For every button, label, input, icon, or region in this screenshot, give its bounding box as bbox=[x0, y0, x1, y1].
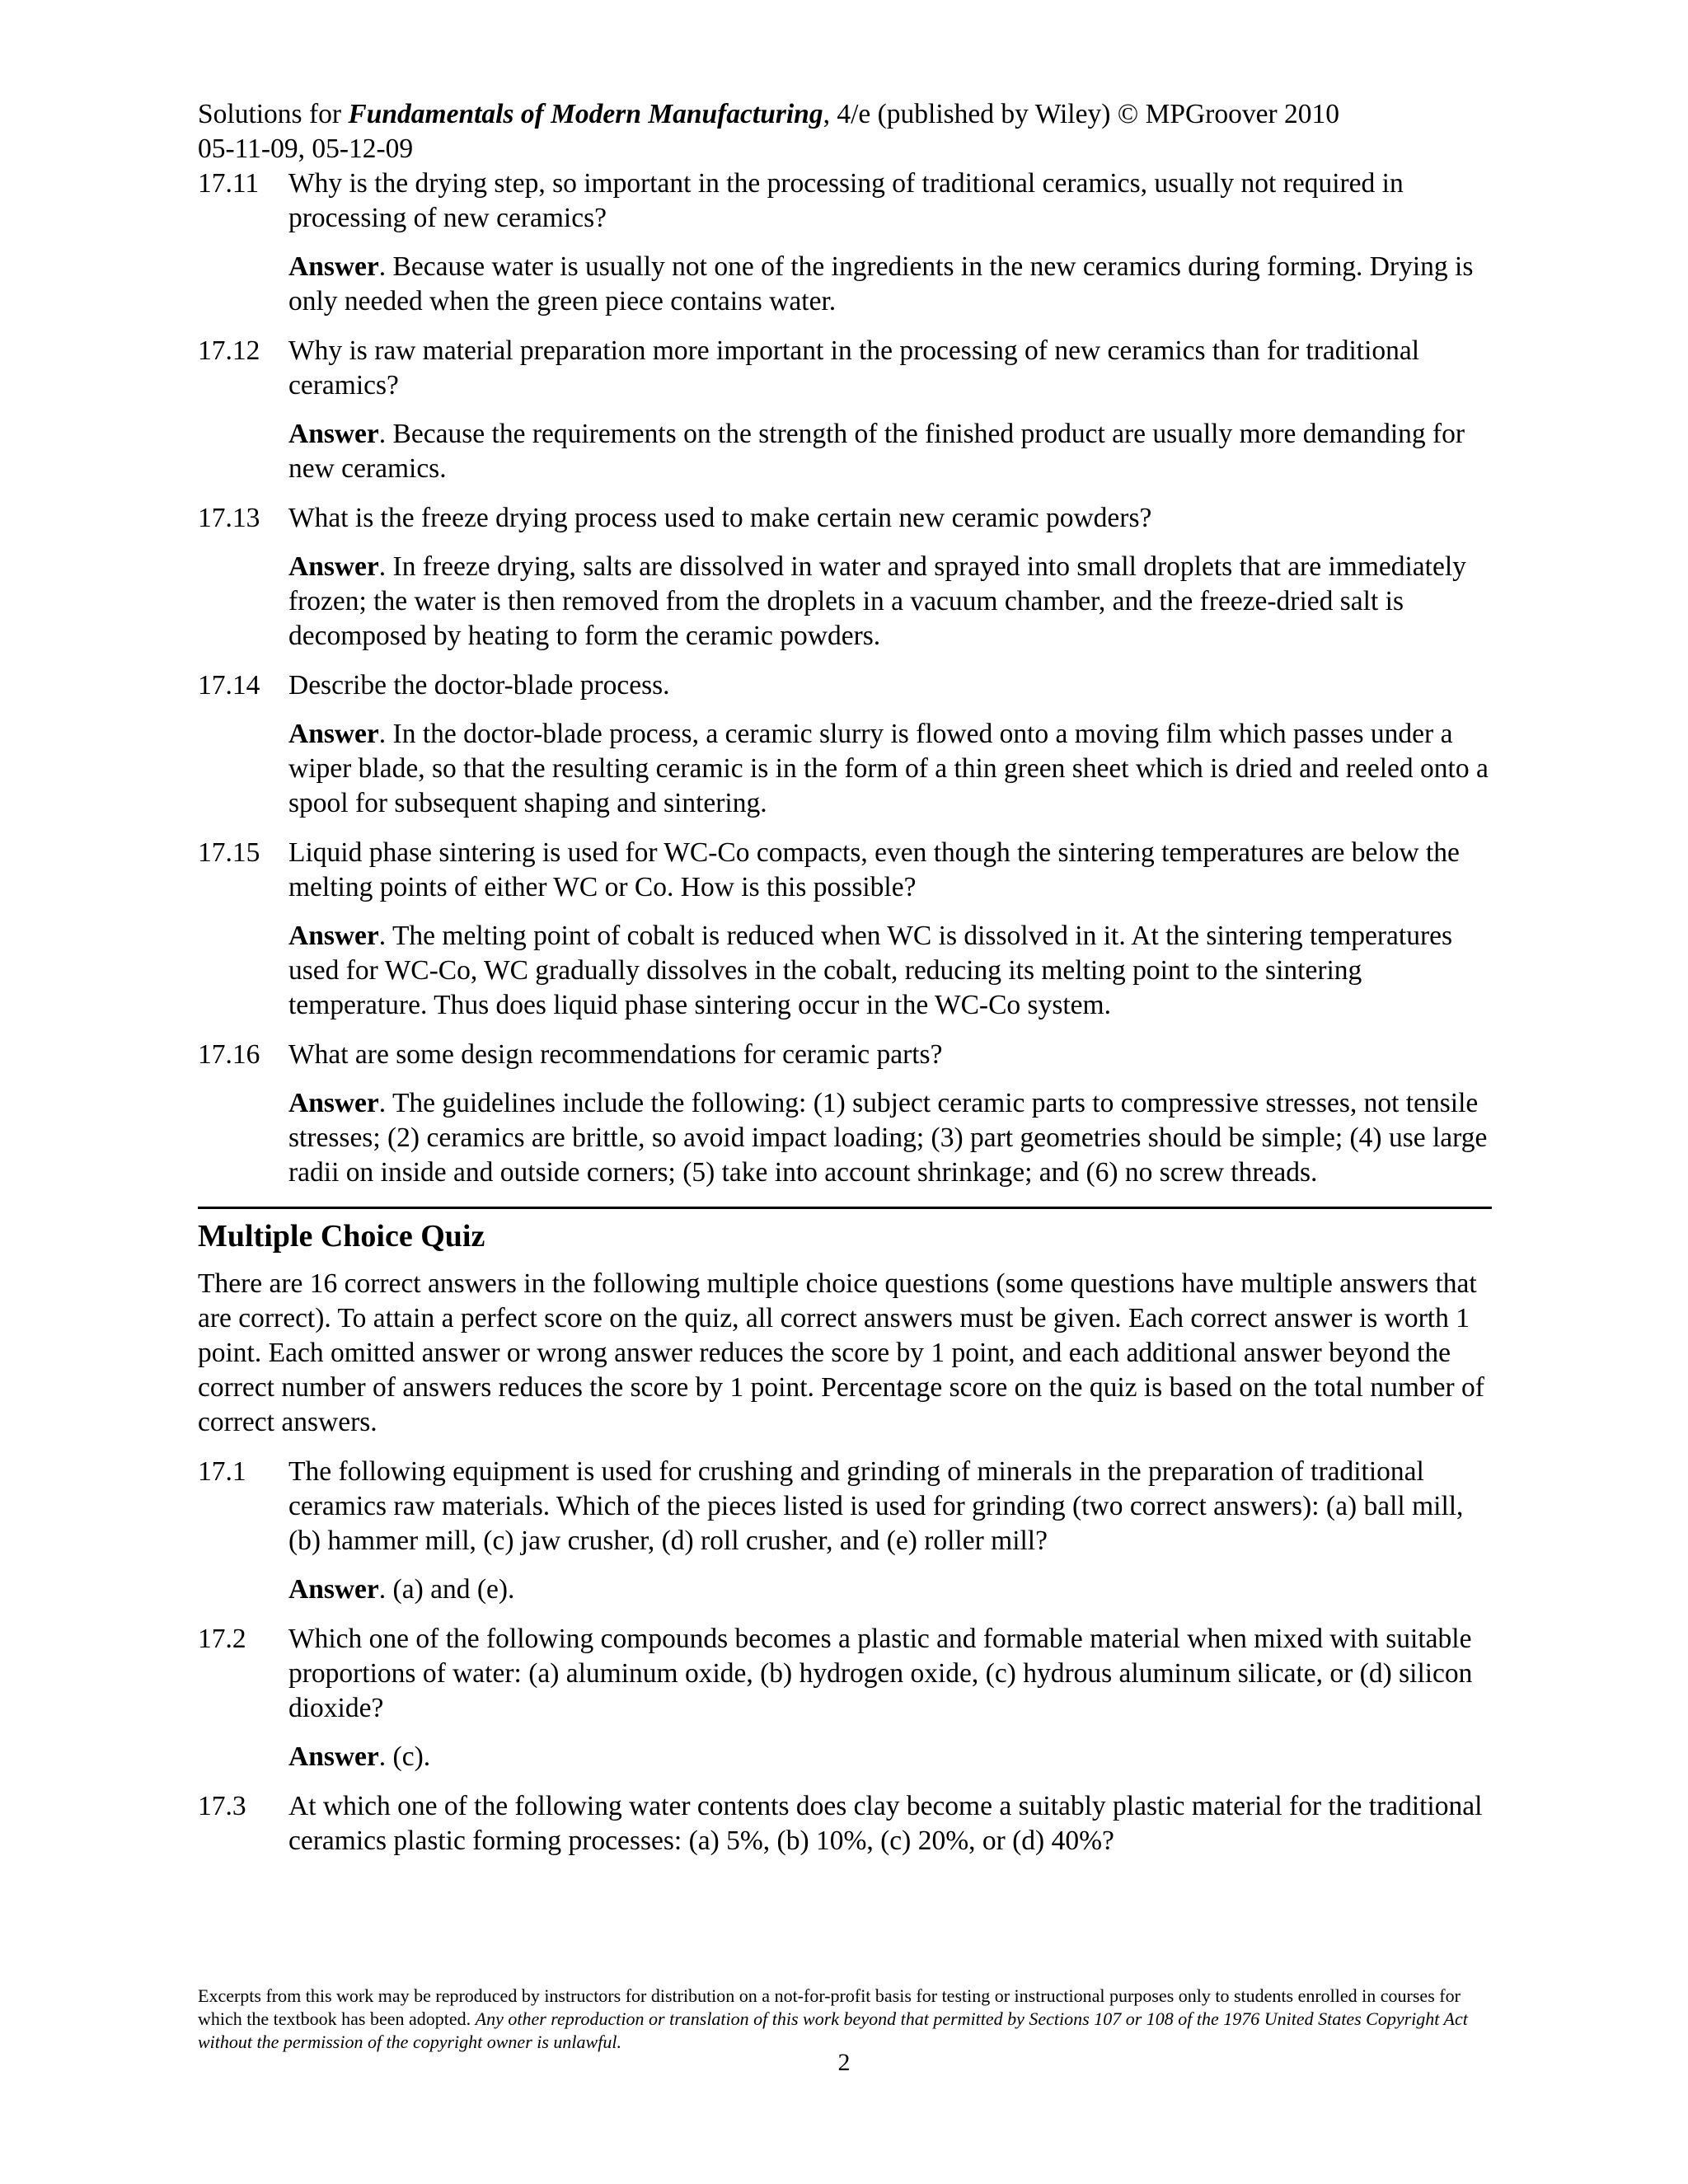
question-body bbox=[288, 1455, 1492, 1607]
answer-content: . Because water is usually not one of the ingredients in the new ceramics during forming. Drying is only needed when the green piece contains water. bbox=[288, 251, 1474, 316]
question-number: 17.13 bbox=[198, 503, 260, 533]
question-body bbox=[288, 1622, 1492, 1774]
question-number: 17.11 bbox=[198, 168, 260, 199]
header-suffix: , 4/e (published by Wiley) © MPGroover 2010 bbox=[823, 99, 1339, 129]
copyright-footer bbox=[198, 1985, 1492, 2054]
page-header bbox=[198, 97, 1492, 166]
answer-content: . In the doctor-blade process, a ceramic slurry is flowed onto a moving film which passes under a wiper blade, so that the resulting ceramic is in the form of a thin green sheet which is dried and reeled onto a spool for subsequent shaping and sintering. bbox=[288, 719, 1489, 818]
answer-label: Answer bbox=[288, 251, 379, 282]
question-body bbox=[288, 166, 1492, 319]
answer-content: . Because the requirements on the strength of the finished product are usually more demanding for new ceramics. bbox=[288, 419, 1465, 484]
answer-label: Answer bbox=[288, 1574, 379, 1605]
question-body bbox=[288, 334, 1492, 486]
quiz-question-17-1 bbox=[198, 1455, 1492, 1607]
question-body bbox=[288, 1038, 1492, 1190]
answer-text bbox=[288, 250, 1492, 319]
question-number: 17.1 bbox=[198, 1456, 246, 1487]
page-number: 2 bbox=[837, 2049, 851, 2076]
question-body bbox=[288, 836, 1492, 1023]
question-number: 17.15 bbox=[198, 837, 260, 868]
header-prefix: Solutions for bbox=[198, 99, 349, 129]
answer-label: Answer bbox=[288, 921, 379, 951]
header-book-title: Fundamentals of Modern Manufacturing bbox=[348, 99, 823, 129]
question-text: Why is the drying step, so important in the processing of traditional ceramics, usually not required in processing of new ceramics? bbox=[288, 168, 1404, 233]
footer-notice-italic: Any other reproduction or translation of this work beyond that permitted by Sections 107 or 108 of the 1976 United States Copyright Act without the permission of the copyright owner is unlawful. bbox=[198, 2008, 1468, 2052]
answer-label: Answer bbox=[288, 419, 379, 449]
answer-text bbox=[288, 717, 1492, 821]
answer-label: Answer bbox=[288, 719, 379, 749]
answer-content: . The guidelines include the following: (1) subject ceramic parts to compressive stresses, not tensile stresses; (2) ceramics are brittle, so avoid impact loading; (3) part geometries should be simple; (4) use large radii on inside and outside corners; (5) take into account shrinkage; and (6) no screw threads. bbox=[288, 1088, 1488, 1188]
answer-content: . In freeze drying, salts are dissolved in water and sprayed into small droplets that are immediately frozen; the water is then removed from the droplets in a vacuum chamber, and the freeze-dried salt is decomposed by heating to form the ceramic powders. bbox=[288, 551, 1466, 651]
answer-content: . The melting point of cobalt is reduced when WC is dissolved in it. At the sintering temperatures used for WC-Co, WC gradually dissolves in the cobalt, reducing its melting point to the sintering temperature. Thus does liquid phase sintering occur in the WC-Co system. bbox=[288, 921, 1453, 1020]
question-text: At which one of the following water contents does clay become a suitably plastic material for the traditional ceramics plastic forming processes: (a) 5%, (b) 10%, (c) 20%, or (d) 40%? bbox=[288, 1791, 1483, 1856]
review-question-17-14 bbox=[198, 668, 1492, 821]
answer-text bbox=[288, 1086, 1492, 1190]
quiz-question-17-3 bbox=[198, 1789, 1492, 1858]
question-body bbox=[288, 1789, 1492, 1858]
footer-notice: Excerpts from this work may be reproduced by instructors for distribution on a not-for-profit basis for testing or instructional purposes only to students enrolled in courses for which the textbook has been adopted. bbox=[198, 1985, 1461, 2029]
review-question-17-12 bbox=[198, 334, 1492, 486]
question-number: 17.3 bbox=[198, 1791, 246, 1821]
question-text: What are some design recommendations for ceramic parts? bbox=[288, 1039, 943, 1070]
question-text: The following equipment is used for crushing and grinding of minerals in the preparation of traditional ceramics raw materials. Which of the pieces listed is used for grinding (two correct answers): (a) ball mill, (b) hammer mill, (c) jaw crusher, (d) roll crusher, and (e) roller mill? bbox=[288, 1456, 1464, 1556]
answer-label: Answer bbox=[288, 1741, 379, 1772]
question-text: Which one of the following compounds becomes a plastic and formable material when mixed with suitable proportions of water: (a) aluminum oxide, (b) hydrogen oxide, (c) hydrous aluminum silicate, or (d) silicon dioxide? bbox=[288, 1624, 1473, 1723]
answer-text bbox=[288, 919, 1492, 1023]
quiz-question-17-2 bbox=[198, 1622, 1492, 1774]
question-text: Why is raw material preparation more important in the processing of new ceramics than for traditional ceramics? bbox=[288, 335, 1420, 401]
question-text: Liquid phase sintering is used for WC-Co compacts, even though the sintering temperatures are below the melting points of either WC or Co. How is this possible? bbox=[288, 837, 1460, 902]
question-number: 17.12 bbox=[198, 335, 260, 366]
section-heading: Multiple Choice Quiz bbox=[198, 1219, 485, 1254]
answer-content: . (a) and (e). bbox=[378, 1574, 515, 1605]
quiz-intro: There are 16 correct answers in the following multiple choice questions (some questions have multiple answers that are correct). To attain a perfect score on the quiz, all correct answers must be given. Each correct answer is worth 1 point. Each omitted answer or wrong answer reduces the score by 1 point, and each additional answer beyond the correct number of answers reduces the score by 1 point. Percentage score on the quiz is based on the total number of correct answers. bbox=[198, 1268, 1484, 1437]
review-question-17-11 bbox=[198, 166, 1492, 319]
header-citation bbox=[198, 97, 1492, 132]
question-body bbox=[288, 501, 1492, 654]
answer-text bbox=[288, 550, 1492, 654]
question-body bbox=[288, 668, 1492, 821]
question-text: Describe the doctor-blade process. bbox=[288, 670, 670, 701]
answer-text bbox=[288, 1740, 1492, 1774]
document-page bbox=[198, 97, 1492, 1858]
question-number: 17.14 bbox=[198, 670, 260, 701]
question-number: 17.2 bbox=[198, 1624, 246, 1654]
answer-content: . (c). bbox=[378, 1741, 431, 1772]
answer-label: Answer bbox=[288, 1088, 379, 1118]
header-dates: 05-11-09, 05-12-09 bbox=[198, 134, 414, 164]
review-question-17-13 bbox=[198, 501, 1492, 654]
section-divider bbox=[198, 1207, 1492, 1209]
answer-label: Answer bbox=[288, 551, 379, 582]
review-question-17-15 bbox=[198, 836, 1492, 1023]
question-text: What is the freeze drying process used to make certain new ceramic powders? bbox=[288, 503, 1152, 533]
answer-text bbox=[288, 417, 1492, 486]
answer-text bbox=[288, 1572, 1492, 1607]
question-number: 17.16 bbox=[198, 1039, 260, 1070]
review-question-17-16 bbox=[198, 1038, 1492, 1190]
